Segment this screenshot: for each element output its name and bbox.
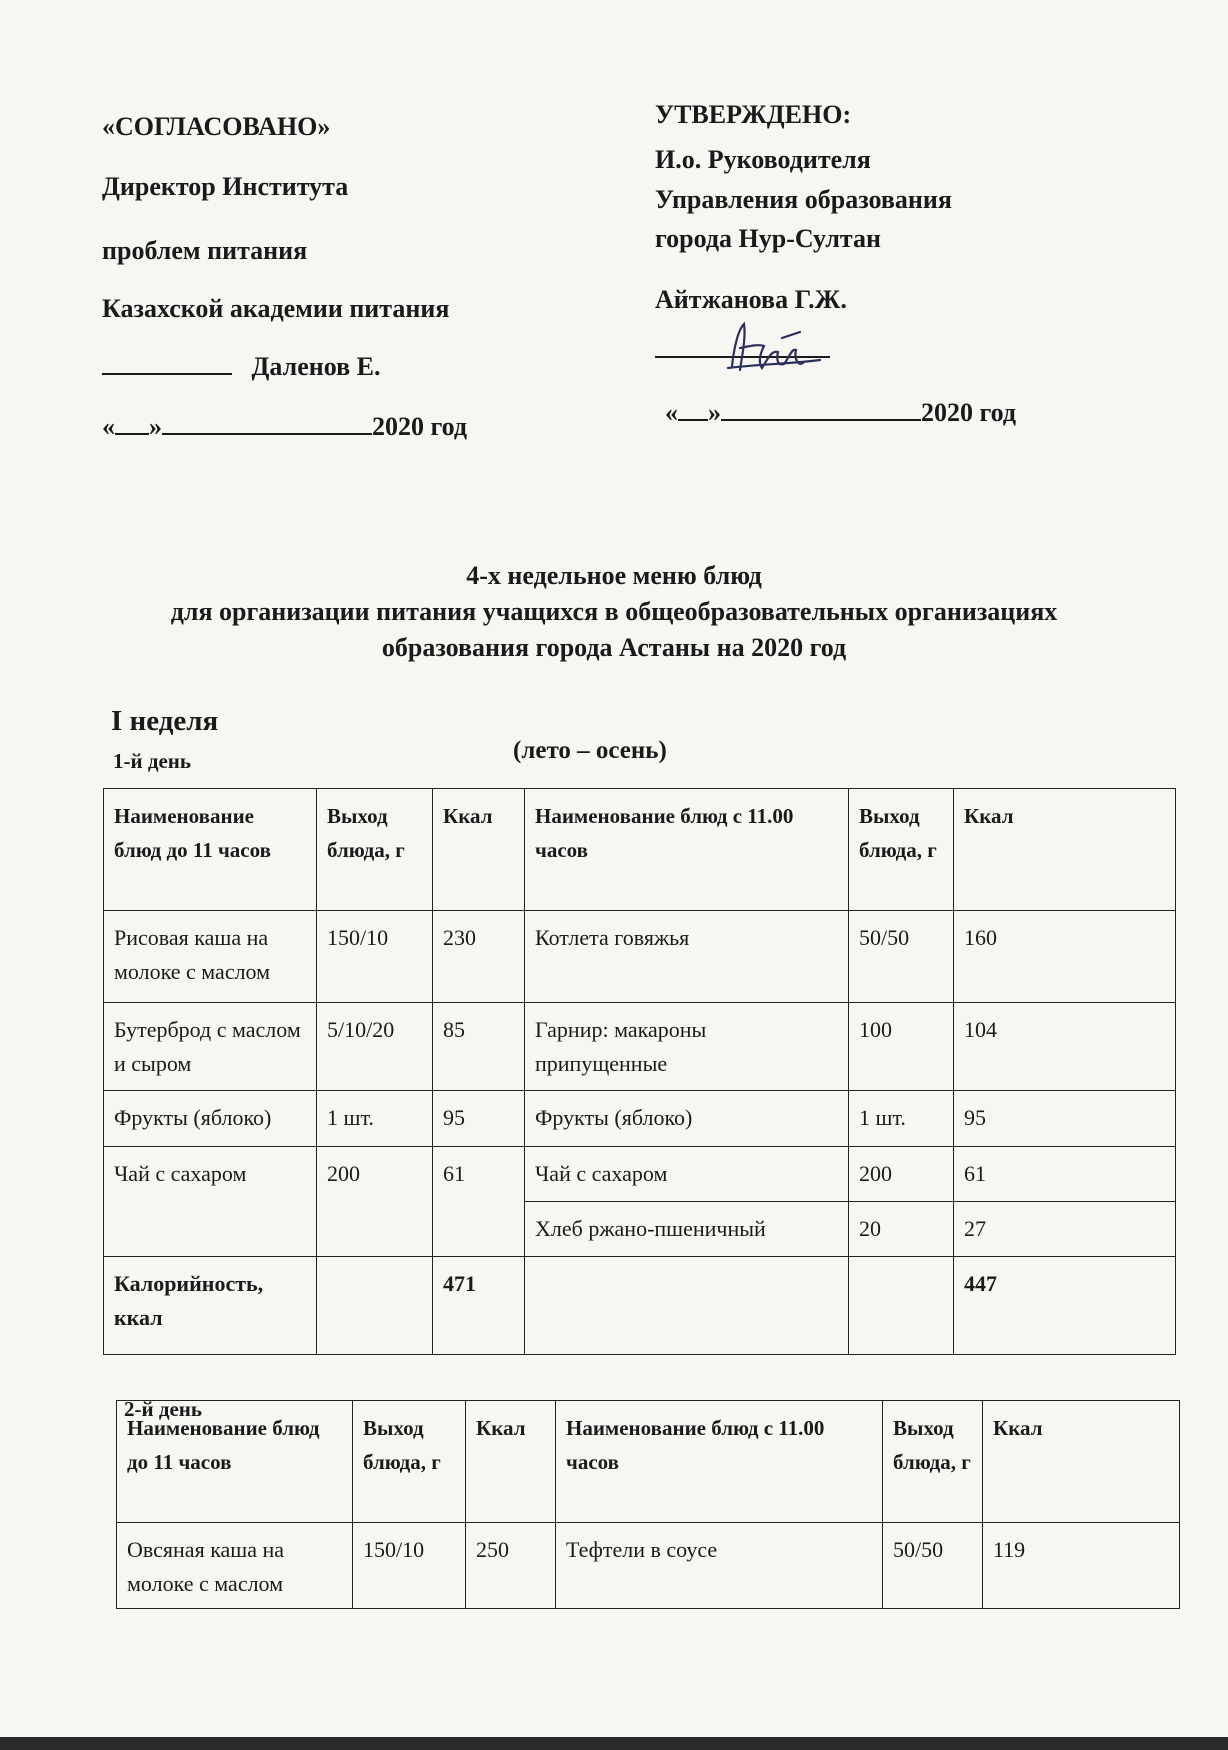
- total-label: Калорийность, ккал: [104, 1257, 317, 1355]
- cell: 230: [433, 911, 525, 1003]
- cell: 160: [954, 911, 1176, 1003]
- table-row: [104, 911, 1176, 1003]
- cell: Чай с сахаром: [104, 1147, 317, 1257]
- table-header-row: [117, 1401, 1180, 1523]
- cell: 200: [317, 1147, 433, 1257]
- header-kcal: Ккал: [466, 1401, 556, 1523]
- approval-left-line1: Директор Института: [102, 172, 349, 201]
- cell: [849, 1257, 954, 1355]
- header-yield: Выход блюда, г: [317, 789, 433, 911]
- cell: 27: [954, 1202, 1176, 1257]
- cell: 1 шт.: [849, 1091, 954, 1147]
- cell: Фрукты (яблоко): [104, 1091, 317, 1147]
- header-yield: Выход блюда, г: [353, 1401, 466, 1523]
- cell: 85: [433, 1003, 525, 1091]
- approval-right-line1: И.о. Руководителя: [655, 145, 871, 174]
- approval-right-heading: УТВЕРЖДЕНО:: [655, 100, 852, 129]
- approval-right-signer: Айтжанова Г.Ж.: [655, 285, 847, 314]
- cell: Гарнир: макароны припущенные: [525, 1003, 849, 1091]
- table-row: [104, 1091, 1176, 1147]
- day1-menu-table: [103, 788, 1176, 1355]
- cell: 119: [983, 1523, 1180, 1609]
- approval-left-signature-line: [102, 352, 380, 382]
- approval-left-line2: проблем питания: [102, 236, 308, 265]
- cell: 95: [954, 1091, 1176, 1147]
- header-yield-after: Выход блюда, г: [883, 1401, 983, 1523]
- cell: 95: [433, 1091, 525, 1147]
- header-name-before: Наименование блюд до 11 часов: [117, 1401, 353, 1523]
- header-name-before: Наименование блюд до 11 часов: [104, 789, 317, 911]
- cell: 150/10: [317, 911, 433, 1003]
- header-kcal-after: Ккал: [983, 1401, 1180, 1523]
- cell: 100: [849, 1003, 954, 1091]
- day2-label: 2-й день: [124, 1397, 202, 1421]
- cell: Рисовая каша на молоке с маслом: [104, 911, 317, 1003]
- header-kcal: Ккал: [433, 789, 525, 911]
- week-label: I неделя: [111, 705, 219, 737]
- table-row: [104, 1147, 1176, 1202]
- table-row: [117, 1523, 1180, 1609]
- title-line1: 4-х недельное меню блюд: [466, 561, 762, 590]
- title-line2: для организации питания учащихся в общеобразовательных организациях: [170, 597, 1058, 626]
- cell: [317, 1257, 433, 1355]
- cell: 61: [433, 1147, 525, 1257]
- cell: Фрукты (яблоко): [525, 1091, 849, 1147]
- cell: Чай с сахаром: [525, 1147, 849, 1202]
- day2-menu-table: [116, 1400, 1180, 1609]
- header-yield-after: Выход блюда, г: [849, 789, 954, 911]
- cell: 1 шт.: [317, 1091, 433, 1147]
- day1-label: 1-й день: [113, 749, 191, 773]
- total-after: 447: [954, 1257, 1176, 1355]
- approval-left-line3: Казахской академии питания: [102, 294, 450, 323]
- approval-right-date: « » 2020 год: [665, 398, 1017, 427]
- approval-right-line3: города Нур-Султан: [655, 224, 882, 253]
- title-line3: образования города Астаны на 2020 год: [381, 633, 847, 662]
- approval-left-date: « » 2020 год: [102, 412, 468, 441]
- header-name-after: Наименование блюд с 11.00 часов: [556, 1401, 883, 1523]
- header-name-after: Наименование блюд с 11.00 часов: [525, 789, 849, 911]
- table-header-row: [104, 789, 1176, 911]
- approval-left-heading: «СОГЛАСОВАНО»: [102, 112, 331, 141]
- cell: 20: [849, 1202, 954, 1257]
- header-kcal-after: Ккал: [954, 789, 1176, 911]
- cell: 150/10: [353, 1523, 466, 1609]
- approval-right-line2: Управления образования: [655, 185, 952, 214]
- approval-right-year: 2020 год: [921, 398, 1017, 427]
- cell: 104: [954, 1003, 1176, 1091]
- cell: Хлеб ржано-пшеничный: [525, 1202, 849, 1257]
- cell: 50/50: [849, 911, 954, 1003]
- cell: 5/10/20: [317, 1003, 433, 1091]
- table-row: [104, 1003, 1176, 1091]
- document-title: [0, 558, 1228, 666]
- cell: 250: [466, 1523, 556, 1609]
- cell: [525, 1257, 849, 1355]
- cell: Овсяная каша на молоке с маслом: [117, 1523, 353, 1609]
- season-label: (лето – осень): [513, 737, 667, 764]
- cell: Котлета говяжья: [525, 911, 849, 1003]
- cell: Бутерброд с маслом и сыром: [104, 1003, 317, 1091]
- approval-left-year: 2020 год: [372, 412, 468, 441]
- scan-edge-bar: [0, 1737, 1228, 1750]
- total-before: 471: [433, 1257, 525, 1355]
- cell: 61: [954, 1147, 1176, 1202]
- approval-left-signer: Даленов Е.: [251, 352, 381, 381]
- table-total-row: [104, 1257, 1176, 1355]
- cell: 200: [849, 1147, 954, 1202]
- handwritten-signature: [720, 318, 830, 378]
- cell: 50/50: [883, 1523, 983, 1609]
- cell: Тефтели в соусе: [556, 1523, 883, 1609]
